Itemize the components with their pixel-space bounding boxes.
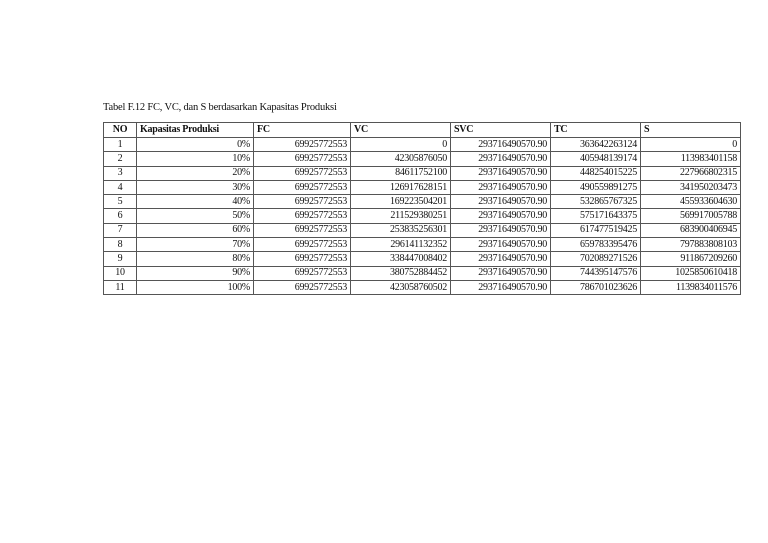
cell-s: 455933604630 <box>641 195 741 209</box>
cell-capacity: 70% <box>137 238 254 252</box>
cell-capacity: 100% <box>137 280 254 294</box>
cell-fc: 69925772553 <box>254 152 351 166</box>
table-caption: Tabel F.12 FC, VC, dan S berdasarkan Kapasitas Produksi <box>103 102 337 113</box>
cell-svc: 293716490570.90 <box>451 280 551 294</box>
table-row <box>104 180 741 194</box>
header-row <box>104 123 741 138</box>
table-row <box>104 280 741 294</box>
cell-no: 4 <box>104 180 137 194</box>
cell-svc: 293716490570.90 <box>451 152 551 166</box>
header-svc: SVC <box>451 123 551 138</box>
cell-s: 911867209260 <box>641 252 741 266</box>
cell-vc: 296141132352 <box>351 238 451 252</box>
cell-svc: 293716490570.90 <box>451 238 551 252</box>
cell-no: 6 <box>104 209 137 223</box>
cell-fc: 69925772553 <box>254 138 351 152</box>
cell-svc: 293716490570.90 <box>451 180 551 194</box>
cell-s: 113983401158 <box>641 152 741 166</box>
cell-vc: 253835256301 <box>351 223 451 237</box>
cell-svc: 293716490570.90 <box>451 252 551 266</box>
cell-tc: 575171643375 <box>551 209 641 223</box>
header-capacity: Kapasitas Produksi <box>137 123 254 138</box>
table-row <box>104 166 741 180</box>
header-no: NO <box>104 123 137 138</box>
table-row <box>104 209 741 223</box>
cell-tc: 617477519425 <box>551 223 641 237</box>
cell-s: 227966802315 <box>641 166 741 180</box>
cell-capacity: 80% <box>137 252 254 266</box>
cell-fc: 69925772553 <box>254 252 351 266</box>
cell-tc: 448254015225 <box>551 166 641 180</box>
cell-no: 9 <box>104 252 137 266</box>
cell-no: 8 <box>104 238 137 252</box>
cell-capacity: 50% <box>137 209 254 223</box>
cell-no: 1 <box>104 138 137 152</box>
cell-no: 2 <box>104 152 137 166</box>
table-row <box>104 195 741 209</box>
header-s: S <box>641 123 741 138</box>
cell-vc: 126917628151 <box>351 180 451 194</box>
table-row <box>104 152 741 166</box>
table-row <box>104 238 741 252</box>
cell-vc: 380752884452 <box>351 266 451 280</box>
cell-tc: 744395147576 <box>551 266 641 280</box>
cell-fc: 69925772553 <box>254 195 351 209</box>
cell-capacity: 20% <box>137 166 254 180</box>
cell-fc: 69925772553 <box>254 280 351 294</box>
cell-svc: 293716490570.90 <box>451 138 551 152</box>
cell-vc: 42305876050 <box>351 152 451 166</box>
cell-s: 797883808103 <box>641 238 741 252</box>
cell-capacity: 30% <box>137 180 254 194</box>
cell-svc: 293716490570.90 <box>451 223 551 237</box>
cell-tc: 702089271526 <box>551 252 641 266</box>
cell-s: 569917005788 <box>641 209 741 223</box>
cell-svc: 293716490570.90 <box>451 166 551 180</box>
cell-fc: 69925772553 <box>254 180 351 194</box>
production-capacity-table <box>103 122 741 295</box>
cell-no: 7 <box>104 223 137 237</box>
cell-svc: 293716490570.90 <box>451 266 551 280</box>
cell-tc: 786701023626 <box>551 280 641 294</box>
cell-capacity: 10% <box>137 152 254 166</box>
cell-tc: 532865767325 <box>551 195 641 209</box>
cell-s: 1025850610418 <box>641 266 741 280</box>
cell-fc: 69925772553 <box>254 209 351 223</box>
cell-no: 11 <box>104 280 137 294</box>
cell-vc: 423058760502 <box>351 280 451 294</box>
header-vc: VC <box>351 123 451 138</box>
cell-fc: 69925772553 <box>254 223 351 237</box>
cell-tc: 405948139174 <box>551 152 641 166</box>
cell-vc: 169223504201 <box>351 195 451 209</box>
cell-vc: 84611752100 <box>351 166 451 180</box>
cell-no: 3 <box>104 166 137 180</box>
cell-tc: 659783395476 <box>551 238 641 252</box>
cell-fc: 69925772553 <box>254 238 351 252</box>
cell-tc: 490559891275 <box>551 180 641 194</box>
cell-fc: 69925772553 <box>254 166 351 180</box>
cell-svc: 293716490570.90 <box>451 195 551 209</box>
table-row <box>104 138 741 152</box>
cell-no: 5 <box>104 195 137 209</box>
cell-s: 0 <box>641 138 741 152</box>
cell-capacity: 0% <box>137 138 254 152</box>
cell-vc: 211529380251 <box>351 209 451 223</box>
table-row <box>104 223 741 237</box>
cell-capacity: 40% <box>137 195 254 209</box>
cell-fc: 69925772553 <box>254 266 351 280</box>
table-row <box>104 252 741 266</box>
table-body <box>104 138 741 295</box>
header-fc: FC <box>254 123 351 138</box>
header-tc: TC <box>551 123 641 138</box>
table-row <box>104 266 741 280</box>
cell-capacity: 60% <box>137 223 254 237</box>
cell-s: 1139834011576 <box>641 280 741 294</box>
cell-vc: 0 <box>351 138 451 152</box>
cell-capacity: 90% <box>137 266 254 280</box>
cell-s: 683900406945 <box>641 223 741 237</box>
cell-vc: 338447008402 <box>351 252 451 266</box>
cell-no: 10 <box>104 266 137 280</box>
cell-s: 341950203473 <box>641 180 741 194</box>
cell-svc: 293716490570.90 <box>451 209 551 223</box>
cell-tc: 363642263124 <box>551 138 641 152</box>
